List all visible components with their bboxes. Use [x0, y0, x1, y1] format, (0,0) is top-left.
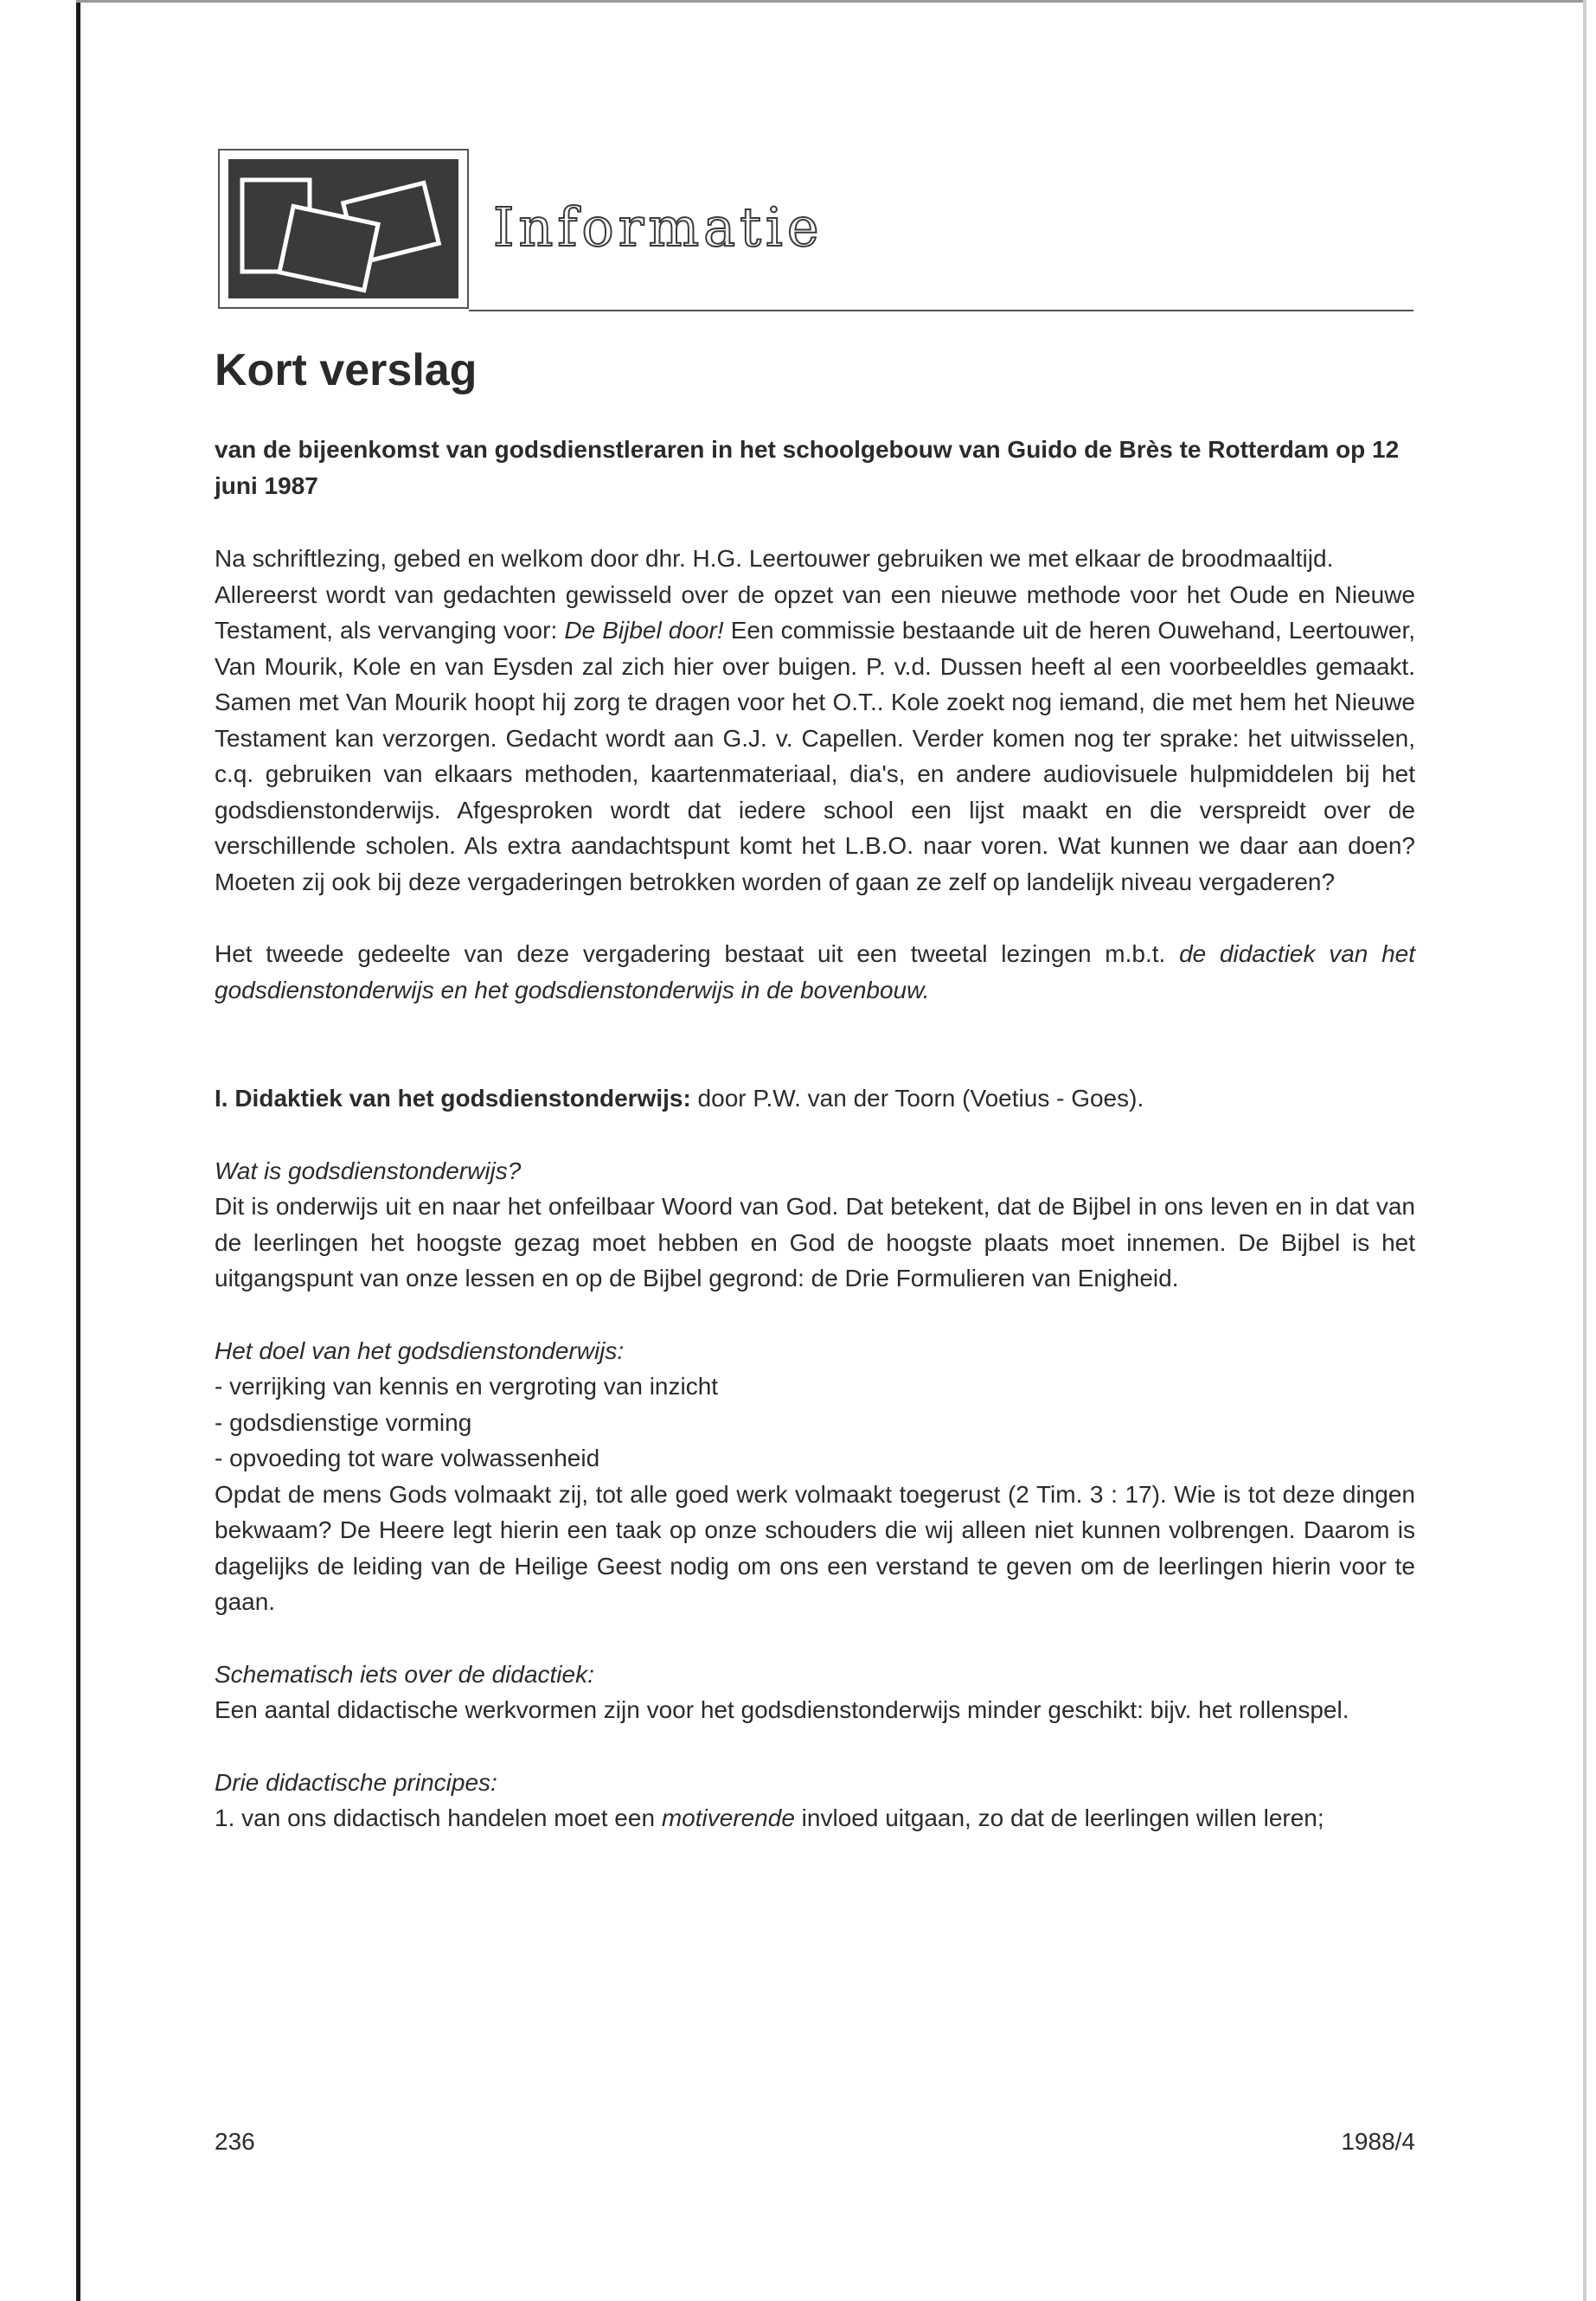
principle-keyword: motiverende — [661, 1804, 795, 1832]
lecture-topics: de didactiek van het godsdienstonderwijs en het godsdienstonderwijs in de bovenbouw. — [215, 940, 1415, 1003]
schema-text: Een aantal didactische werkvormen zijn voor het godsdienstonderwijs minder geschikt: bijv. het rollenspel. — [215, 1696, 1349, 1724]
principle-text-part1: van ons didactisch handelen moet een — [234, 1804, 662, 1832]
paragraph-method-part1: Allereerst wordt van gedachten gewisseld over de opzet van een nieuwe methode voor het Oude en Nieuwe Testament, als vervanging voor: — [215, 580, 1415, 644]
goal-heading: Het doel van het godsdienstonderwijs: — [215, 1336, 625, 1364]
paragraph-lectures-part1: Het tweede gedeelte van deze vergadering bestaat uit een tweetal lezingen m.b.t. — [215, 940, 1180, 968]
list-item: - opvoeding tot ware volwassenheid — [215, 1445, 600, 1472]
list-item: - verrijking van kennis en vergroting van inzicht — [215, 1373, 719, 1400]
principles-list — [215, 1800, 1415, 1836]
paragraph-method-part2: Een commissie bestaande uit de heren Ouwehand, Leertouwer, Van Mourik, Kole en van Eysden zal zich hier over buigen. P. v.d. Dussen heeft al een voorbeeldles gemaakt. Samen met Van Mourik hoopt hij zorg te dragen voor het O.T.. Kole zoekt nog iemand, die met hem het Nieuwe Testament kan verzorgen. Gedacht wordt aan G.J. v. Capellen. Verder komen nog ter sprake: het uitwisselen, c.q. gebruiken van elkaars methoden, kaartenmateriaal, dia's, en andere audiovisuele hulpmiddelen bij het godsdienstonderwijs. Afgesproken wordt dat iedere school een lijst maakt en die verspreidt over de verschillende scholen. Als extra aandachtspunt komt het L.B.O. naar voren. Wat kunnen we daar aan doen? Moeten zij ook bij deze vergaderingen betrokken worden of gaan ze zelf op landelijk niveau vergaderen? — [215, 617, 1416, 895]
issue-number: 1988/4 — [1341, 2128, 1415, 2155]
list-item — [215, 1800, 1415, 1836]
lecture-heading: I. Didaktiek van het godsdienstonderwijs: — [215, 1085, 691, 1112]
scan-border-left — [76, 0, 80, 2301]
q1-text: Dit is onderwijs uit en naar het onfeilbaar Woord van God. Dat betekent, dat de Bijbel in ons leven en in dat van de leerlingen het hoogste gezag moet hebben en God de hoogste plaats moet innemen. De Bijbel is het uitgangspunt van onze lessen en op de Bijbel gegrond: de Drie Formulieren van Enigheid. — [215, 1193, 1415, 1292]
q1-heading: Wat is godsdienstonderwijs? — [215, 1157, 522, 1184]
scan-border-top — [76, 0, 1586, 3]
scan-border-right — [1583, 0, 1586, 2301]
section-title: Informatie — [493, 195, 824, 259]
book-title: De Bijbel door! — [564, 617, 724, 644]
lecture-heading-line — [215, 1080, 1415, 1117]
goal-list — [215, 1368, 1415, 1477]
paragraph-method — [215, 577, 1415, 901]
lecture-speaker: door P.W. van der Toorn (Voetius - Goes). — [690, 1085, 1144, 1112]
principles-heading: Drie didactische principes: — [215, 1768, 497, 1796]
header-rule — [469, 310, 1413, 311]
goal-text: Opdat de mens Gods volmaakt zij, tot alle goed werk volmaakt toegerust (2 Tim. 3 : 17). Wie is tot deze dingen bekwaam? De Heere legt hierin een taak op onze schouders die wij alleen niet kunnen volbrengen. Daarom is dagelijks de leiding van de Heilige Geest nodig om ons een verstand te geven om de leerlingen hierin voor te gaan. — [215, 1480, 1415, 1616]
article-subtitle: van de bijeenkomst van godsdienstleraren in het schoolgebouw van Guido de Brès te Rotterdam op 12 juni 1987 — [215, 436, 1400, 500]
principle-text-part2: invloed uitgaan, zo dat de leerlingen willen leren; — [794, 1804, 1324, 1832]
paragraph-lectures — [215, 936, 1415, 1008]
paragraph-opening: Na schriftlezing, gebed en welkom door dhr. H.G. Leertouwer gebruiken we met elkaar de broodmaaltijd. — [215, 545, 1334, 573]
schema-heading: Schematisch iets over de didactiek: — [215, 1660, 594, 1688]
article-title: Kort verslag — [215, 345, 478, 395]
page-number: 236 — [215, 2128, 255, 2155]
section-header — [218, 149, 1413, 311]
article — [215, 346, 1415, 1836]
principle-number: 1. — [215, 1804, 235, 1832]
cards-icon — [218, 149, 469, 309]
list-item: - godsdienstige vorming — [215, 1408, 472, 1436]
